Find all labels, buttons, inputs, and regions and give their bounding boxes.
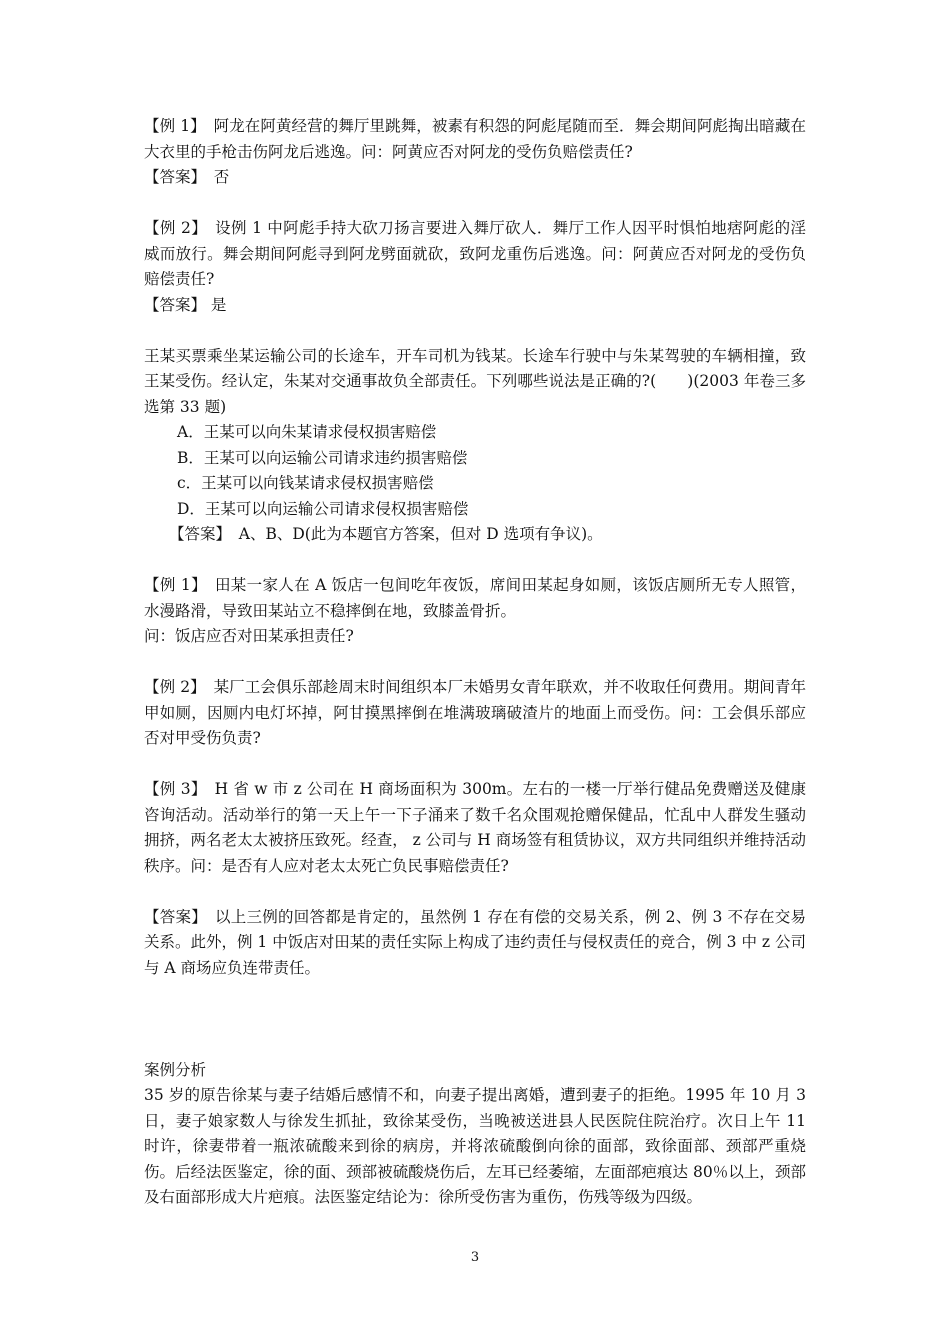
paragraph-spacer — [144, 879, 806, 905]
paragraph-spacer — [144, 1007, 806, 1033]
case-1-description: 【例 1】 田某一家人在 A 饭店一包间吃年夜饭，席间田某起身如厕，该饭店厕所无专人照管，水漫路滑，导致田某站立不稳摔倒在地，致膝盖骨折。 — [144, 576, 806, 620]
case-1-question: 问：饭店应否对田某承担责任? — [144, 627, 354, 645]
option-d: D．王某可以向运输公司请求侵权损害赔偿 — [177, 499, 469, 518]
case-2-description: 【例 2】 某厂工会俱乐部趁周末时间组织本厂未婚男女青年联欢，并不收取任何费用。期间青年甲如厕，因厕内电灯坏掉，阿甘摸黑摔倒在堆满玻璃破渣片的地面上而受伤。问：工会俱乐部应否对甲受伤负责? — [144, 678, 806, 747]
option-c: c．王某可以向钱某请求侵权损害赔偿 — [177, 474, 434, 492]
cases-answer: 【答案】 以上三例的回答都是肯定的，虽然例 1 存在有偿的交易关系，例 2、例 3 不存在交易关系。此外，例 1 中饭店对田某的责任实际上构成了违约责任与侵权责任的竞合，例 3 中 z 公司与 A 商场应负连带责任。 — [144, 907, 806, 977]
multiple-choice-question: 王某买票乘坐某运输公司的长途车，开车司机为钱某。长途车行驶中与朱某驾驶的车辆相撞，致王某受伤。经认定，朱某对交通事故负全部责任。下列哪些说法是正确的?( )(2003 年卷三多选第 33 题) — [144, 346, 806, 416]
example-1-question: 【例 1】 阿龙在阿黄经营的舞厅里跳舞，被素有积怨的阿彪尾随而至．舞会期间阿彪掏出暗藏在大衣里的手枪击伤阿龙后逃逸。问：阿黄应否对阿龙的受伤负赔偿责任? — [144, 117, 806, 161]
paragraph-spacer — [144, 981, 806, 1007]
example-2-question: 【例 2】 设例 1 中阿彪手持大砍刀扬言要进入舞厅砍人．舞厅工作人因平时惧怕地痞阿彪的淫威而放行。舞会期间阿彪寻到阿龙劈面就砍，致阿龙重伤后逃逸。问：阿黄应否对阿龙的受伤负赔偿责任? — [144, 219, 806, 288]
case-3-description: 【例 3】 H 省 w 市 z 公司在 H 商场面积为 300m。左右的一楼一厅举行健品免费赠送及健康咨询活动。活动举行的第一天上午一下子涌来了数千名众围观抢赠保健品，忙乱中人群发生骚动拥挤，两名老太太被挤压致死。经查， z 公司与 H 商场签有租赁协议，双方共同组织并维持活动秩序。问：是否有人应对老太太死亡负民事赔偿责任? — [144, 780, 806, 875]
paragraph-spacer — [144, 191, 806, 217]
paragraph-spacer — [144, 752, 806, 778]
option-b: B．王某可以向运输公司请求违约损害赔偿 — [177, 448, 468, 467]
paragraph-spacer — [144, 318, 806, 344]
page-number: 3 — [470, 1250, 480, 1265]
example-2-answer: 【答案】 是 — [144, 295, 227, 314]
example-1-answer: 【答案】 否 — [144, 168, 230, 186]
multiple-choice-answer: 【答案】 A、B、D(此为本题官方答案，但对 D 选项有争议)。 — [169, 525, 603, 543]
paragraph-spacer — [144, 1032, 806, 1058]
paragraph-spacer — [144, 650, 806, 676]
option-a: A．王某可以向朱某请求侵权损害赔偿 — [177, 423, 437, 441]
paragraph-spacer — [144, 548, 806, 574]
case-analysis-text: 35 岁的原告徐某与妻子结婚后感情不和，向妻子提出离婚，遭到妻子的拒绝。1995 年 10 月 3 日，妻子娘家数人与徐发生抓扯，致徐某受伤，当晚被送进县人民医院住院治疗。次日上午 11 时许，徐妻带着一瓶浓硫酸来到徐的病房，并将浓硫酸倒向徐的面部，致徐面部、颈部严重烧伤。后经法医鉴定，徐的面、颈部被硫酸烧伤后，左耳已经萎缩，左面部疤痕达 80％以上，颈部及右面部形成大片疤痕。法医鉴定结论为：徐所受伤害为重伤，伤残等级为四级。 — [144, 1086, 806, 1206]
document-body — [144, 114, 806, 1211]
section-heading: 案例分析 — [144, 1060, 207, 1079]
